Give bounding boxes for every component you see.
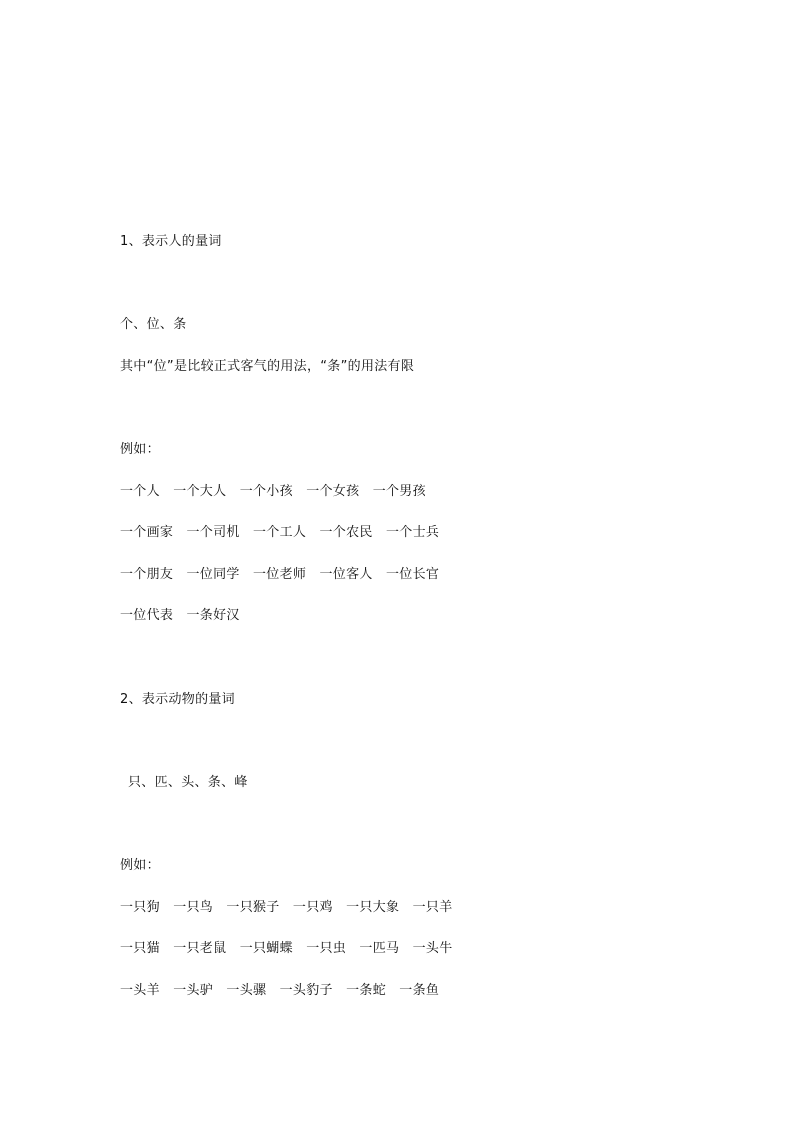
section1-note: 其中“位”是比较正式客气的用法，“条”的用法有限: [120, 359, 415, 374]
section2-example-line: 一只猫 一只老鼠 一只蝴蝶 一只虫 一匹马 一头牛: [120, 941, 453, 956]
section2-example-line: 一头羊 一头驴 一头骡 一头豹子 一条蛇 一条鱼: [120, 983, 440, 998]
section2-example-label: 例如：: [120, 858, 160, 873]
section1-measure-words: 个、位、条: [120, 317, 187, 332]
section1-example-line: 一个画家 一个司机 一个工人 一个农民 一个士兵: [120, 525, 440, 540]
section2-measure-words: 只、匹、头、条、峰: [128, 775, 248, 790]
section2-example-line: 一只狗 一只鸟 一只猴子 一只鸡 一只大象 一只羊: [120, 900, 453, 915]
section1-heading: 1、表示人的量词: [120, 234, 222, 249]
section1-example-line: 一位代表 一条好汉: [120, 608, 240, 623]
section1-example-label: 例如：: [120, 442, 160, 457]
section1-example-line: 一个朋友 一位同学 一位老师 一位客人 一位长官: [120, 567, 440, 582]
section2-heading: 2、表示动物的量词: [120, 692, 235, 707]
section1-example-line: 一个人 一个大人 一个小孩 一个女孩 一个男孩: [120, 484, 426, 499]
